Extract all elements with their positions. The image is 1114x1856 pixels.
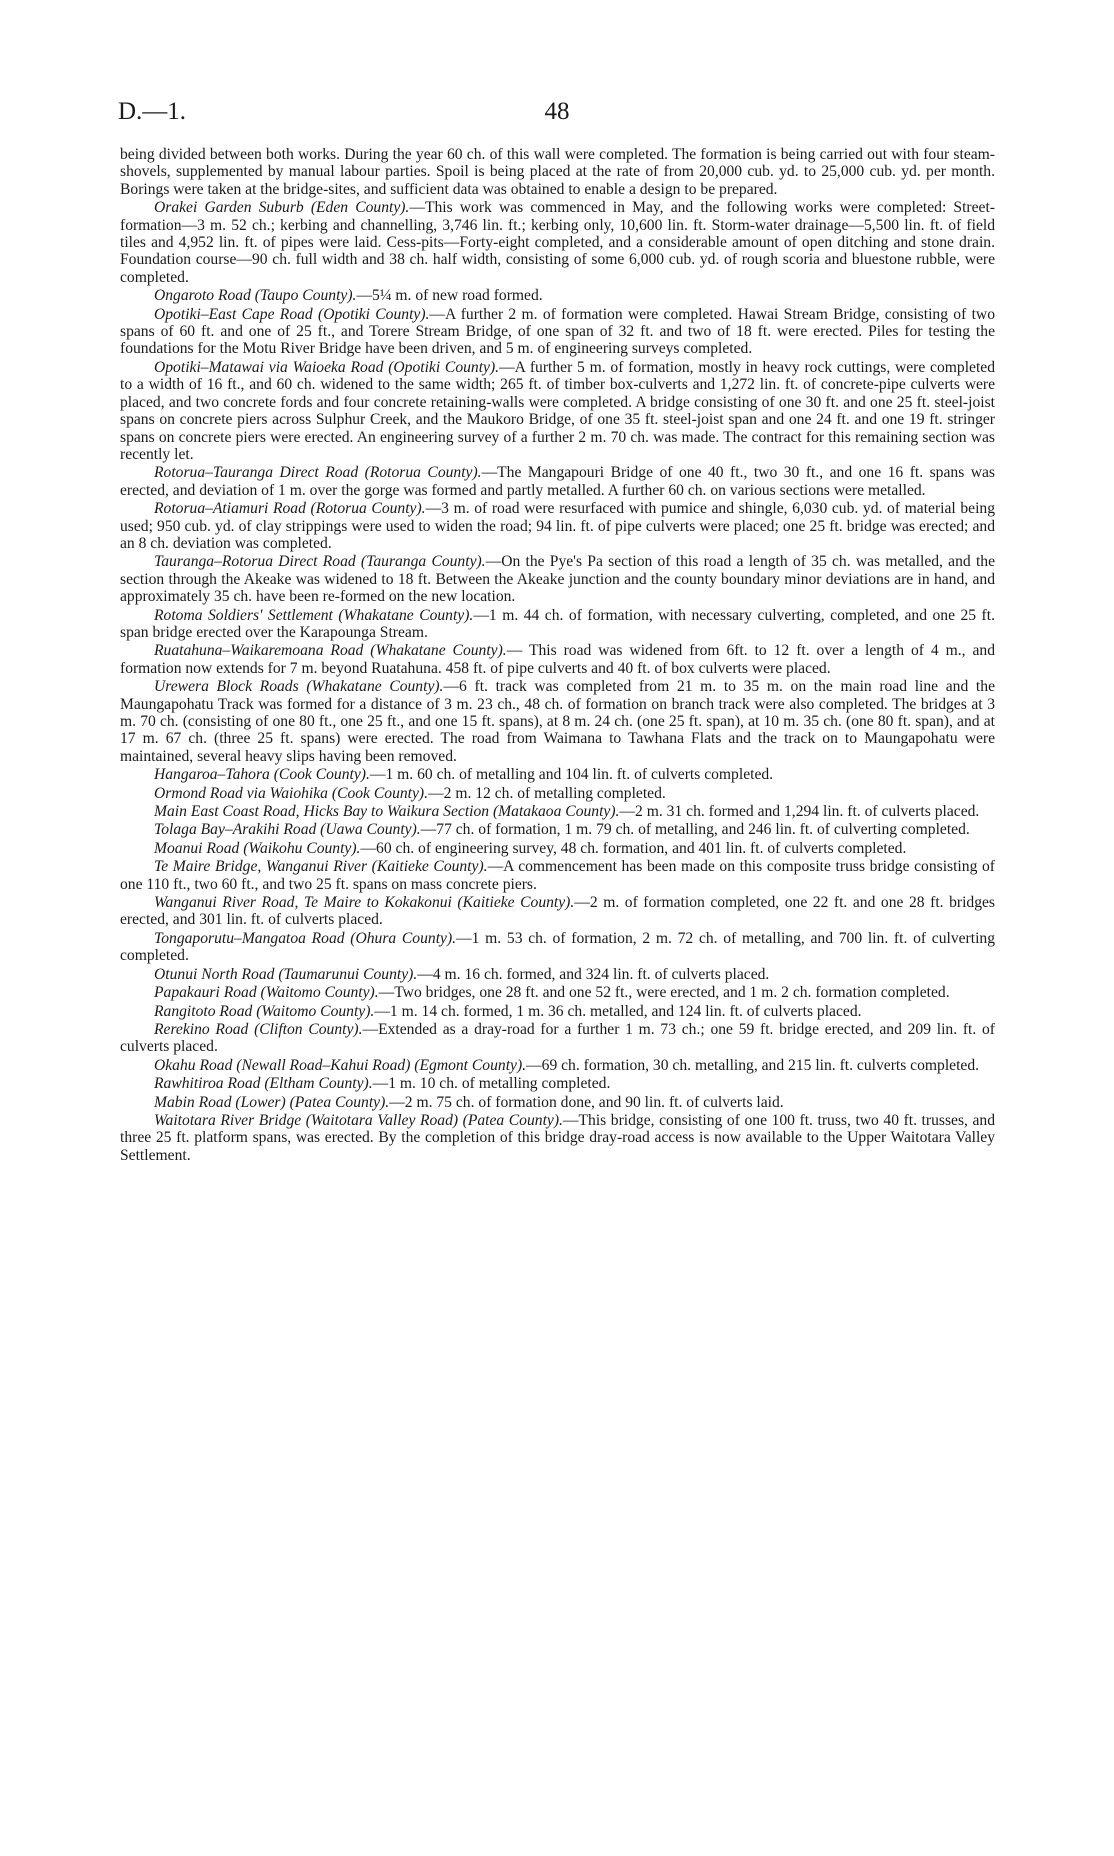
road-title: Okahu Road (Newall Road–Kahui Road) (Egmont County). xyxy=(154,1056,527,1074)
paragraph-text: —3 m. of road were resurfaced with pumice and shingle, 6,030 cub. yd. of material being used; 950 cub. yd. of clay strippings were used to widen the road; 94 lin. ft. of pipe culverts were placed; one 25 ft. bridge was erected; and an 8 ch. deviation was completed. xyxy=(120,500,995,552)
road-title: Main East Coast Road, Hicks Bay to Waikura Section (Matakaoa County). xyxy=(154,803,620,821)
report-paragraph xyxy=(120,803,995,820)
report-paragraph xyxy=(120,306,995,358)
report-paragraph xyxy=(120,642,995,677)
road-title: Ormond Road via Waiohika (Cook County). xyxy=(154,784,429,802)
report-paragraph xyxy=(120,1021,995,1056)
paragraph-text: —Two bridges, one 28 ft. and one 52 ft., were erected, and 1 m. 2 ch. formation completed. xyxy=(378,984,950,1002)
road-title: Rawhitiroa Road (Eltham County). xyxy=(154,1075,373,1093)
report-paragraph xyxy=(120,500,995,552)
report-paragraph xyxy=(120,1057,995,1074)
road-title: Otunui North Road (Taumarunui County). xyxy=(154,965,418,983)
road-title: Hangaroa–Tahora (Cook County). xyxy=(154,766,370,784)
road-title: Urewera Block Roads (Whakatane County). xyxy=(154,678,444,696)
road-title: Tongaporutu–Mangatoa Road (Ohura County). xyxy=(154,929,457,947)
road-title: Rotoma Soldiers' Settlement (Whakatane County). xyxy=(154,606,474,624)
report-paragraph xyxy=(120,678,995,765)
report-paragraph xyxy=(120,766,995,783)
report-paragraph xyxy=(120,553,995,605)
report-paragraph xyxy=(120,840,995,857)
paragraph-text: —This work was commenced in May, and the following works were completed: Street-formation—3 m. 52 ch.; kerbing and channelling, 3,746 lin. ft.; kerbing only, 10,600 lin. ft. Storm-water drainage—5,500 lin. ft. of field tiles and 4,952 lin. ft. of pipes were laid. Cess-pits—Forty-eight completed, and a considerable amount of open ditching and stone drain. Foundation course—90 ch. full width and 38 ch. half width, consisting of some 6,000 cub. yd. of rough scoria and bluestone rubble, were completed. xyxy=(120,199,995,286)
report-paragraph xyxy=(120,199,995,286)
paragraph-text: —60 ch. of engineering survey, 48 ch. formation, and 401 lin. ft. of culverts completed. xyxy=(360,839,907,857)
paragraph-text: —A further 2 m. of formation were completed. Hawai Stream Bridge, consisting of two spans of 60 ft. and one of 25 ft., and Torere Stream Bridge, of one span of 32 ft. and two of 18 ft. were erected. Piles for testing the foundations for the Motu River Bridge have been driven, and 5 m. of engineering surveys completed. xyxy=(120,305,995,358)
road-title: Opotiki–East Cape Road (Opotiki County). xyxy=(154,305,430,323)
paragraph-text: —2 m. of formation completed, one 22 ft. and one 28 ft. bridges erected, and 301 lin. ft. of culverts placed. xyxy=(120,894,995,929)
road-title: Papakauri Road (Waitomo County). xyxy=(154,984,379,1002)
road-title: Ruatahuna–Waikaremoana Road (Whakatane County). xyxy=(154,642,507,660)
report-paragraph xyxy=(120,1003,995,1020)
report-paragraph xyxy=(120,464,995,499)
paragraph-text: —1 m. 44 ch. of formation, with necessary culverting, completed, and one 25 ft. span bridge erected over the Karapounga Stream. xyxy=(120,606,995,641)
report-paragraph xyxy=(120,146,995,198)
road-title: Moanui Road (Waikohu County). xyxy=(154,839,361,857)
paragraph-text: —5¼ m. of new road formed. xyxy=(356,287,543,305)
report-paragraph xyxy=(120,607,995,642)
report-paragraph xyxy=(120,1112,995,1164)
report-paragraph xyxy=(120,894,995,929)
report-paragraph xyxy=(120,858,995,893)
report-paragraph xyxy=(120,966,995,983)
paragraph-text: —The Mangapouri Bridge of one 40 ft., two 30 ft., and one 16 ft. spans was erected, and deviation of 1 m. over the gorge was formed and partly metalled. A further 60 ch. on various sections were metalled. xyxy=(120,464,995,499)
paragraph-text: —77 ch. of formation, 1 m. 79 ch. of metalling, and 246 lin. ft. of culverting completed. xyxy=(420,821,970,839)
road-title: Rotorua–Tauranga Direct Road (Rotorua County). xyxy=(154,464,482,482)
road-title: Ongaroto Road (Taupo County). xyxy=(154,287,357,305)
document-code: D.—1. xyxy=(118,98,187,125)
report-paragraph xyxy=(120,1075,995,1092)
road-title: Tauranga–Rotorua Direct Road (Tauranga County). xyxy=(154,553,486,571)
road-title: Rerekino Road (Clifton County). xyxy=(154,1020,363,1038)
paragraph-text: —This bridge, consisting of one 100 ft. truss, two 40 ft. trusses, and three 25 ft. platform spans, was erected. By the completion of this bridge dray-road access is now available to the Upper Waitotara Valley Settlement. xyxy=(120,1111,995,1164)
report-paragraph xyxy=(120,984,995,1001)
paragraph-text: —2 m. 12 ch. of metalling completed. xyxy=(428,784,666,802)
paragraph-text: —2 m. 75 ch. of formation done, and 90 lin. ft. of culverts laid. xyxy=(389,1093,784,1111)
road-title: Rotorua–Atiamuri Road (Rotorua County). xyxy=(154,500,426,518)
road-title: Waitotara River Bridge (Waitotara Valley Road) (Patea County). xyxy=(154,1111,563,1129)
paragraph-text: —1 m. 10 ch. of metalling completed. xyxy=(372,1075,611,1093)
report-paragraph xyxy=(120,930,995,965)
report-body xyxy=(120,146,995,1165)
road-title: Orakei Garden Suburb (Eden County). xyxy=(154,199,410,217)
road-title: Wanganui River Road, Te Maire to Kokakonui (Kaitieke County). xyxy=(154,894,575,912)
report-paragraph xyxy=(120,821,995,838)
paragraph-text: —6 ft. track was completed from 21 m. to 35 m. on the main road line and the Maungapohatu Track was formed for a distance of 3 m. 23 ch., 48 ch. of formation on branch track were also completed. The bridges at 3 m. 70 ch. (consisting of one 80 ft., one 25 ft., and one 15 ft. spans), at 8 m. 24 ch. (one 25 ft. span), at 10 m. 35 ch. (one 80 ft. span), and at 17 m. 67 ch. (three 25 ft. spans) were erected. The road from Waimana to Tawhana Flats and the track on to Maungapohatu were maintained, several heavy slips having been removed. xyxy=(120,678,995,765)
paragraph-text: — This road was widened from 6ft. to 12 ft. over a length of 4 m., and formation now extends for 7 m. beyond Ruatahuna. 458 ft. of pipe culverts and 40 ft. of box culverts were placed. xyxy=(120,642,995,677)
page-number: 48 xyxy=(544,98,570,125)
road-title: Tolaga Bay–Arakihi Road (Uawa County). xyxy=(154,821,421,839)
road-title: Opotiki–Matawai via Waioeka Road (Opotiki County). xyxy=(154,358,500,376)
report-paragraph xyxy=(120,785,995,802)
road-title: Rangitoto Road (Waitomo County). xyxy=(154,1002,375,1020)
report-paragraph xyxy=(120,287,995,304)
report-paragraph xyxy=(120,1094,995,1111)
paragraph-text: —A further 5 m. of formation, mostly in heavy rock cuttings, were completed to a width of 16 ft., and 60 ch. widened to the same width; 265 ft. of timber box-culverts and 1,272 lin. ft. of concrete-pipe culverts were placed, and two concrete fords and four concrete retaining-walls were completed. A bridge consisting of one 30 ft. and one 25 ft. steel-joist spans on concrete piers across Sulphur Creek, and the Maukoro Bridge, of one 35 ft. steel-joist span and one 24 ft. and one 19 ft. stringer spans on concrete piers were erected. An engineering survey of a further 2 m. 70 ch. was made. The contract for this remaining section was recently let. xyxy=(120,358,995,463)
paragraph-text: —A commencement has been made on this composite truss bridge consisting of one 110 ft., two 60 ft., and two 25 ft. spans on mass concrete piers. xyxy=(120,858,995,893)
paragraph-text: —Extended as a dray-road for a further 1 m. 73 ch.; one 59 ft. bridge erected, and 209 lin. ft. of culverts placed. xyxy=(120,1020,995,1056)
paragraph-text: —69 ch. formation, 30 ch. metalling, and 215 lin. ft. culverts completed. xyxy=(526,1056,980,1074)
paragraph-text: —2 m. 31 ch. formed and 1,294 lin. ft. of culverts placed. xyxy=(619,803,980,821)
page-header xyxy=(118,98,996,132)
paragraph-text: being divided between both works. During the year 60 ch. of this wall were completed. The formation is being carried out with four steam-shovels, supplemented by manual labour parties. Spoil is being placed at the rate of from 20,000 cub. yd. to 25,000 cub. yd. per month. Borings were taken at the bridge-sites, and sufficient data was obtained to enable a design to be prepared. xyxy=(120,146,995,198)
paragraph-text: —4 m. 16 ch. formed, and 324 lin. ft. of culverts placed. xyxy=(417,965,770,983)
report-paragraph xyxy=(120,359,995,463)
road-title: Te Maire Bridge, Wanganui River (Kaitieke County). xyxy=(154,858,488,876)
paragraph-text: —1 m. 14 ch. formed, 1 m. 36 ch. metalled, and 124 lin. ft. of culverts placed. xyxy=(374,1002,862,1020)
paragraph-text: —1 m. 60 ch. of metalling and 104 lin. ft. of culverts completed. xyxy=(369,766,774,784)
road-title: Mabin Road (Lower) (Patea County). xyxy=(154,1093,390,1111)
paragraph-text: —On the Pye's Pa section of this road a length of 35 ch. was metalled, and the section through the Akeake was widened to 18 ft. Between the Akeake junction and the county boundary minor deviations are in hand, and approximately 35 ch. have been re-formed on the new location. xyxy=(120,553,995,606)
paragraph-text: —1 m. 53 ch. of formation, 2 m. 72 ch. of metalling, and 700 lin. ft. of culverting completed. xyxy=(120,929,996,965)
